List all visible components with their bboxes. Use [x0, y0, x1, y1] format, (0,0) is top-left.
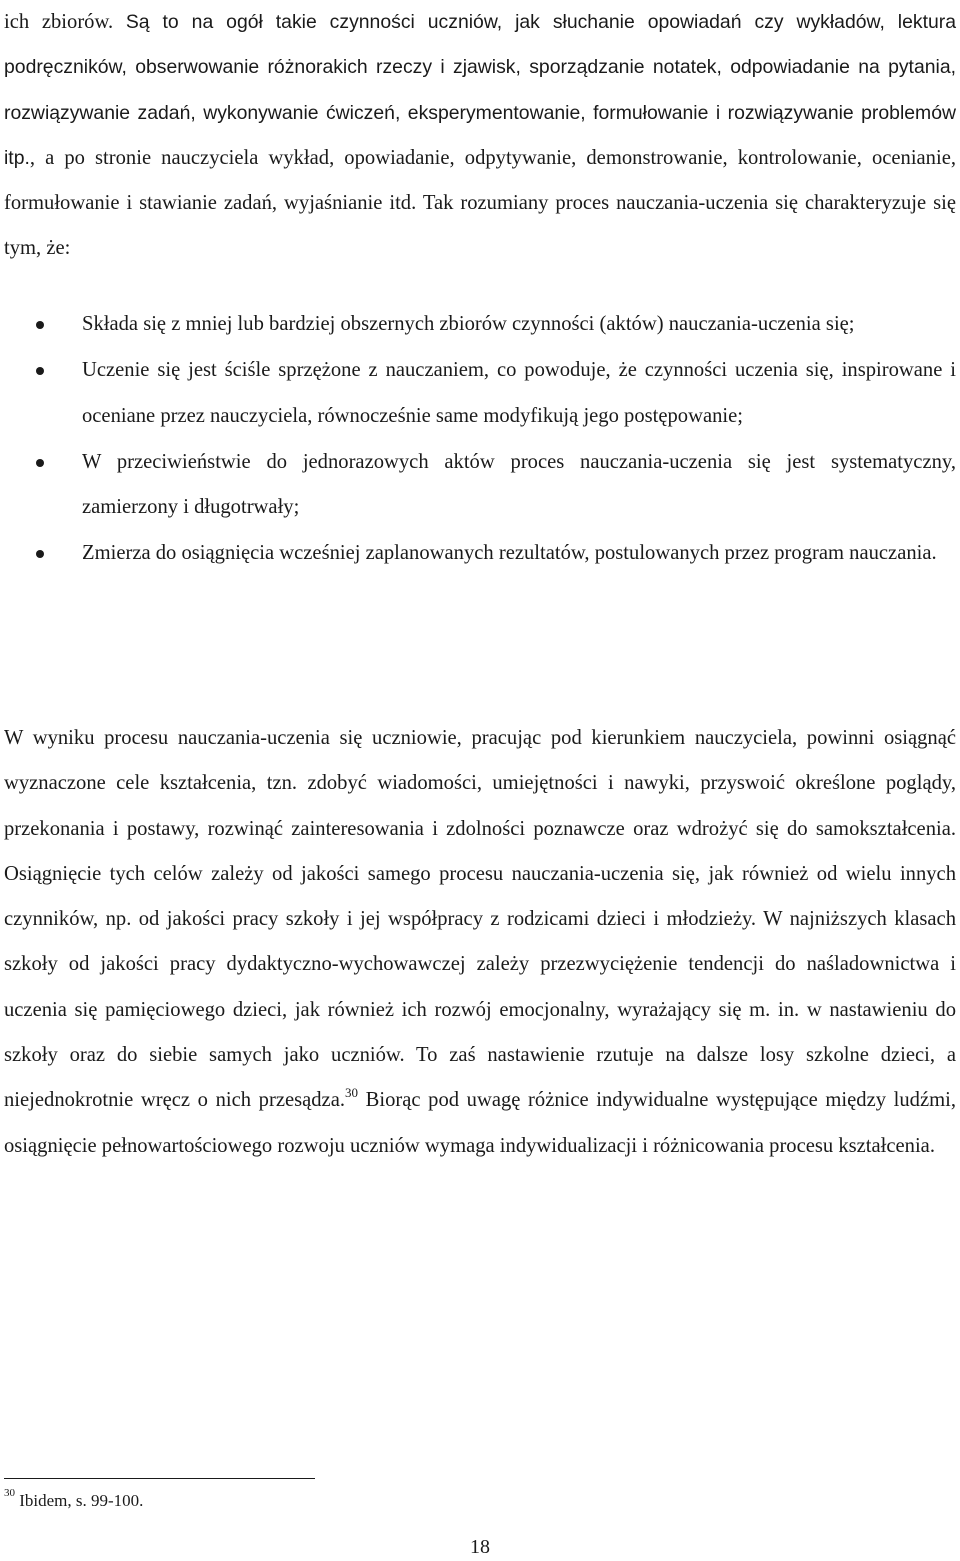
- footnote-separator: [4, 1478, 315, 1479]
- paragraph-results-text: W wyniku procesu nauczania-uczenia się uczniowie, pracując pod kierunkiem nauczyciela, powinni osiągnąć wyznaczone cele kształcenia, tzn. zdobyć wiadomości, umiejętności i nawyki, przyswoić określone poglądy, przekonania i postawy, rozwinąć zainteresowania i zdolności poznawcze oraz wdrożyć się do samokształcenia. Osiągnięcie tych celów zależy od jakości samego procesu nauczania-uczenia się, jak również od wielu innych czynników, np. od jakości pracy szkoły i jej współpracy z rodzicami dzieci i młodzieży. W najniższych klasach szkoły od jakości pracy dydaktyczno-wychowawczej zależy przezwyciężenie tendencji do naśladownictwa i uczenia się pamięciowego dzieci, jak również ich rozwój emocjonalny, wyrażający się m. in. w nastawieniu do szkoły oraz do siebie samych jako uczniów. To zaś nastawienie rzutuje na dalsze losy szkolne dzieci, a niejednokrotnie wręcz o nich przesądza.: [4, 727, 956, 1112]
- paragraph-intro-sans-text: Są to na ogół takie czynności uczniów, jak słuchanie opowiadań czy wykładów, lektura podręczników, obserwowanie różnorakich rzeczy i zjawisk, sporządzanie notatek, odpowiadanie na pytania, rozwiązywanie zadań, wykonywanie ćwiczeń, eksperymentowanie, formułowanie i rozwiązywanie problemów itp.: [4, 11, 956, 169]
- footnote-number: 30: [4, 1487, 15, 1500]
- bullet-list: [0, 302, 960, 578]
- footnote-text: Ibidem, s. 99-100.: [15, 1491, 144, 1510]
- bullet-item: [0, 440, 960, 531]
- paragraph-intro-process-text: Tak rozumiany proces nauczania-uczenia się charakteryzuje się tym, że:: [4, 192, 956, 260]
- bullet-item: [0, 302, 960, 347]
- bullet-dot-icon: [36, 459, 44, 467]
- bullet-dot-icon: [36, 367, 44, 375]
- bullet-dot-icon: [36, 550, 44, 558]
- paragraph-results: [4, 716, 956, 1169]
- paragraph-intro-lead: ich zbiorów.: [4, 11, 126, 33]
- footnote: [4, 1487, 144, 1512]
- bullet-text: Zmierza do osiągnięcia wcześniej zaplanowanych rezultatów, postulowanych przez program nauczania.: [82, 542, 937, 565]
- page-number: 18: [470, 1536, 490, 1558]
- bullet-dot-icon: [36, 321, 44, 329]
- footnote-reference[interactable]: 30: [345, 1084, 358, 1100]
- bullet-text: Składa się z mniej lub bardziej obszernych zbiorów czynności (aktów) nauczania-uczenia się;: [82, 313, 855, 335]
- paragraph-intro: [4, 0, 956, 272]
- bullet-text: Uczenie się jest ściśle sprzężone z nauczaniem, co powoduje, że czynności uczenia się, inspirowane i oceniane przez nauczyciela, równocześnie same modyfikują jego postępowanie;: [82, 359, 956, 427]
- bullet-item: [0, 348, 960, 439]
- bullet-item: [0, 531, 960, 576]
- paragraph-intro-teacher-text: , a po stronie nauczyciela wykład, opowiadanie, odpytywanie, demonstrowanie, kontrolowanie, ocenianie, formułowanie i stawianie zadań, wyjaśnianie itd.: [4, 146, 956, 215]
- paragraph-results-text-continued: Biorąc pod uwagę różnice indywidualne występujące między ludźmi, osiągnięcie pełnowartościowego rozwoju uczniów wymaga indywidualizacji i różnicowania procesu kształcenia.: [4, 1089, 957, 1157]
- bullet-text: W przeciwieństwie do jednorazowych aktów proces nauczania-uczenia się jest systematyczny, zamierzony i długotrwały;: [82, 450, 956, 519]
